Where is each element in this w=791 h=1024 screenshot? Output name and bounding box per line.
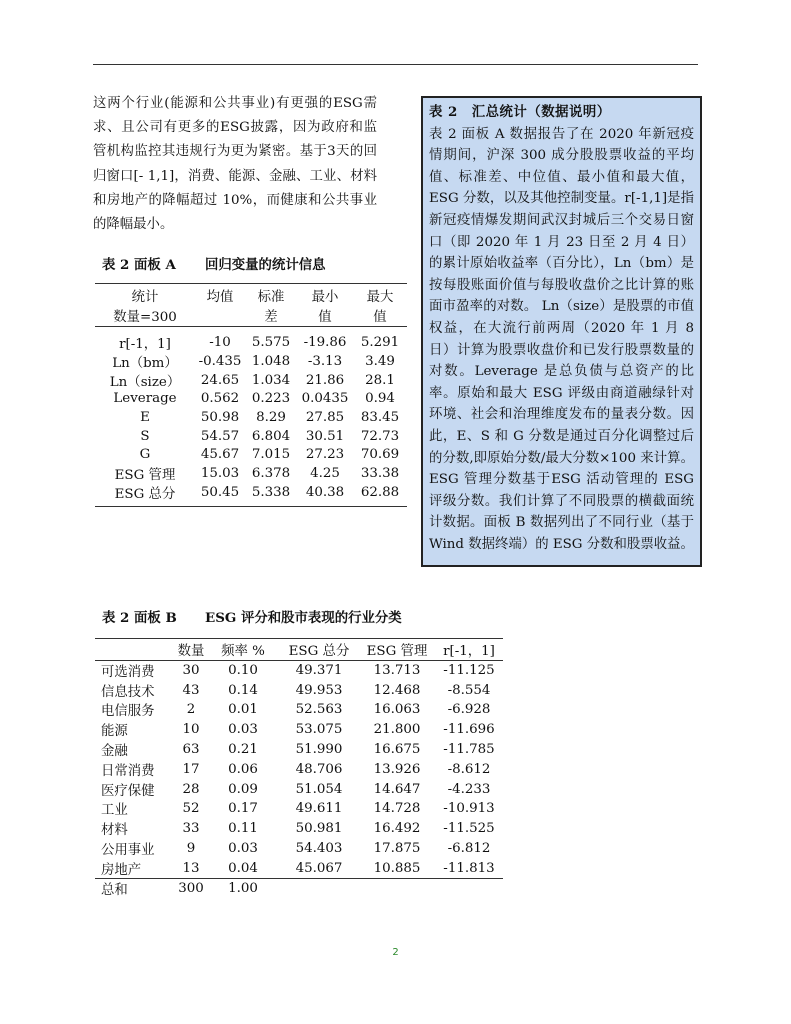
panel-a-header-row <box>95 284 407 306</box>
panel-a-row <box>95 352 407 371</box>
panel-b-cell: 12.468 <box>373 682 421 698</box>
panel-a-row-label: Ln（size） <box>109 374 181 390</box>
panel-a-cell: 50.45 <box>195 483 245 507</box>
panel-b-cell: 50.981 <box>295 821 343 837</box>
panel-b-header-cell: 频率 % <box>207 639 279 661</box>
panel-b-industry-name: 房地产 <box>95 858 175 878</box>
panel-b-table <box>95 638 503 898</box>
panel-b-cell: 0.14 <box>228 682 258 698</box>
box-body: 表 2 面板 A 数据报告了在 2020 年新冠疫情期间，沪深 300 成分股股票收益的平均值、标准差、中位值、最小值和最大值，ESG 分数，以及其他控制变量。r[-1,1]是指新冠疫情爆发期间武汉封城后三个交易日窗口（即 2020 年 1 月 23 日至 2 月 4 日）的累计原始收益率（百分比），Ln（bm）是按每股账面价值与每股收盘价之比计算的账面市盈率的对数。 Ln（size）是股票的市值权益，在大流行前两周（2020 年 1 月 8 日）计算为股票收盘价和已发行股票数量的对数。Leverage 是总负债与总资产的比率。原始和最大 ESG 评级由商道融绿针对环境、社会和治理维度发布的量表分数。因此，E、S 和 G 分数是通过百分化调整过后的分数,即原始分数/最大分数×100 来计算。ESG 管理分数基于ESG 活动管理的 ESG 评级分数。我们计算了不同股票的横截面统计数据。面板 B 数据列出了不同行业（基于 Wind 数据终端）的 ESG 分数和股票收益。 <box>429 126 694 552</box>
panel-b-cell: 13.926 <box>373 761 421 777</box>
panel-b-cell: 0.03 <box>228 841 258 857</box>
panel-b-header-cell: ESG 总分 <box>279 639 359 661</box>
data-description-box <box>421 96 702 567</box>
panel-b-cell: 49.953 <box>295 682 343 698</box>
panel-b-industry-name: 可选消费 <box>101 665 155 681</box>
panel-b-cell: 17.875 <box>373 841 421 857</box>
intro-paragraph: 这两个行业(能源和公共事业)有更强的ESG需求、且公司有更多的ESG披露，因为政府和监管机构监控其违规行为更为紧密。基于3天的回归窗口[- 1,1]，消费、能源、金融、工业、材料和房地产的降幅超过 10%，而健康和公共事业的降幅最小。 <box>93 96 377 233</box>
panel-b-cell: 45.067 <box>279 858 359 878</box>
panel-b-cell: 51.990 <box>295 742 343 758</box>
panel-a-cell: 72.73 <box>360 428 400 444</box>
panel-a-cell: 6.378 <box>251 466 291 482</box>
panel-a-row <box>95 371 407 390</box>
panel-a-cell: 21.86 <box>305 372 345 388</box>
panel-a-header-cell: 最大 <box>353 284 407 306</box>
panel-a-header-cell: 值 <box>297 305 353 326</box>
panel-b-industry-name: 公用事业 <box>101 843 155 859</box>
panel-a-row-label: S <box>140 428 150 444</box>
panel-a-cell: 27.23 <box>305 447 345 463</box>
panel-a-cell: 24.65 <box>200 372 240 388</box>
panel-a-cell: 0.223 <box>251 391 291 407</box>
panel-b-total-cell: 300 <box>175 878 207 898</box>
panel-b-header-row <box>95 639 503 661</box>
panel-b-total-cell: 1.00 <box>207 878 279 898</box>
panel-a-header-cell: 标准 <box>245 284 297 306</box>
panel-a-cell: 0.94 <box>365 391 395 407</box>
panel-b-industry-name: 日常消费 <box>101 763 155 779</box>
panel-b-cell: 0.06 <box>228 761 258 777</box>
panel-b-cell: 2 <box>186 702 196 718</box>
panel-a-row-label: ESG 总分 <box>95 483 195 507</box>
panel-b-cell: 0.17 <box>228 801 258 817</box>
panel-a-row-label: ESG 管理 <box>114 468 176 484</box>
panel-a-cell: 27.85 <box>305 410 345 426</box>
panel-b-cell: 33 <box>182 821 200 837</box>
panel-b-cell: 53.075 <box>295 722 343 738</box>
panel-a-cell: 5.575 <box>251 334 291 350</box>
panel-b-row <box>95 700 503 720</box>
panel-a-cell: 70.69 <box>360 447 400 463</box>
panel-b-cell: -11.525 <box>443 821 495 837</box>
panel-b-empty-cell <box>359 878 435 898</box>
panel-b-row <box>95 680 503 700</box>
panel-a-row <box>95 390 407 409</box>
panel-a-cell: 45.67 <box>200 447 240 463</box>
panel-a-cell: -19.86 <box>303 334 347 350</box>
panel-b-cell: -11.813 <box>435 858 503 878</box>
panel-a-cell: 3.49 <box>365 353 395 369</box>
panel-a-title: 回归变量的统计信息 <box>205 257 326 273</box>
panel-b-row <box>95 740 503 760</box>
panel-b-total-label: 总和 <box>95 878 175 898</box>
panel-a-cell: 28.1 <box>365 372 395 388</box>
panel-b-cell: 52 <box>182 801 200 817</box>
panel-b-cell: 10 <box>182 722 200 738</box>
panel-b-cell: -10.913 <box>443 801 495 817</box>
panel-b-cell: 54.403 <box>295 841 343 857</box>
header-rule <box>93 64 698 65</box>
panel-a-cell: 30.51 <box>305 428 345 444</box>
panel-a-row-label: r[-1，1] <box>119 336 171 352</box>
panel-a-row <box>95 326 407 352</box>
panel-b-row <box>95 799 503 819</box>
panel-b-cell: -4.233 <box>447 781 491 797</box>
panel-b-row <box>95 661 503 681</box>
panel-b-cell: 0.04 <box>207 858 279 878</box>
panel-b-cell: 0.03 <box>228 722 258 738</box>
panel-a-cell: 62.88 <box>353 483 407 507</box>
panel-a-cell: 0.562 <box>200 391 240 407</box>
panel-a-cell: 54.57 <box>200 428 240 444</box>
panel-b-cell: 49.611 <box>295 801 343 817</box>
panel-b-cell: 16.492 <box>373 821 421 837</box>
panel-b-cell: 52.563 <box>295 702 343 718</box>
panel-b-cell: 21.800 <box>373 722 421 738</box>
panel-b-industry-name: 能源 <box>101 724 128 740</box>
panel-b-cell: 9 <box>186 841 196 857</box>
panel-b-industry-name: 材料 <box>101 823 128 839</box>
panel-b-cell: 13 <box>175 858 207 878</box>
panel-b-title: ESG 评分和股市表现的行业分类 <box>205 610 402 626</box>
panel-b-cell: -11.696 <box>443 722 495 738</box>
panel-b-row <box>95 819 503 839</box>
panel-b-cell: 0.10 <box>228 663 258 679</box>
panel-a-header-row <box>95 305 407 326</box>
panel-a-row-label: Leverage <box>113 391 177 407</box>
panel-a-cell: 40.38 <box>297 483 353 507</box>
panel-b-cell: 0.09 <box>228 781 258 797</box>
panel-b-cell: -11.125 <box>443 663 495 679</box>
panel-a-cell: 15.03 <box>200 466 240 482</box>
panel-b-cell: -8.554 <box>447 682 491 698</box>
panel-a-row <box>95 446 407 465</box>
panel-b-cell: 13.713 <box>373 663 421 679</box>
panel-a-header-cell: 值 <box>353 305 407 326</box>
panel-b-industry-name: 医疗保健 <box>101 783 155 799</box>
panel-a-header-cell <box>195 305 245 326</box>
panel-b-total-row <box>95 878 503 898</box>
panel-b-cell: 28 <box>182 781 200 797</box>
box-title: 表 2 汇总统计（数据说明） <box>429 104 611 120</box>
panel-b-cell: -6.812 <box>447 841 491 857</box>
panel-a-row <box>95 427 407 446</box>
panel-b-row <box>95 720 503 740</box>
panel-b-row <box>95 779 503 799</box>
panel-b-row <box>95 858 503 878</box>
panel-a-cell: 5.338 <box>245 483 297 507</box>
panel-a-cell: -0.435 <box>198 353 242 369</box>
panel-b-cell: 51.054 <box>295 781 343 797</box>
panel-b-header-cell: 数量 <box>175 639 207 661</box>
panel-a-cell: -3.13 <box>307 353 343 369</box>
panel-b-row <box>95 839 503 859</box>
panel-b-header-cell <box>95 639 175 661</box>
panel-b-header-cell: r[-1，1] <box>435 639 503 661</box>
panel-b-cell: 43 <box>182 682 200 698</box>
panel-b-cell: 48.706 <box>295 761 343 777</box>
page-number: 2 <box>392 947 399 958</box>
panel-b-cell: 17 <box>182 761 200 777</box>
panel-b-cell: -11.785 <box>443 742 495 758</box>
panel-a-row <box>95 464 407 483</box>
panel-a-tag: 表 2 面板 A <box>102 257 176 273</box>
panel-a-row-label: Ln（bm） <box>112 355 178 371</box>
panel-b-industry-name: 工业 <box>101 803 128 819</box>
panel-b-cell: 0.01 <box>228 702 258 718</box>
panel-b-cell: 30 <box>182 663 200 679</box>
panel-a-caption <box>102 254 326 273</box>
panel-b-cell: 16.675 <box>373 742 421 758</box>
panel-b-caption <box>102 607 402 626</box>
panel-a-cell: 33.38 <box>360 466 400 482</box>
panel-a-header-cell: 数量=300 <box>95 305 195 326</box>
panel-a-row <box>95 483 407 507</box>
panel-a-table <box>95 283 407 507</box>
panel-b-cell: 0.21 <box>228 742 258 758</box>
panel-b-cell: -6.928 <box>447 702 491 718</box>
panel-a-header-cell: 最小 <box>297 284 353 306</box>
panel-a-cell: 1.034 <box>251 372 291 388</box>
panel-b-empty-cell <box>279 878 359 898</box>
panel-b-empty-cell <box>435 878 503 898</box>
panel-b-header-cell: ESG 管理 <box>359 639 435 661</box>
panel-a-cell: 4.25 <box>310 466 340 482</box>
panel-b-cell: 63 <box>182 742 200 758</box>
panel-b-cell: 49.371 <box>295 663 343 679</box>
panel-b-cell: -8.612 <box>447 761 491 777</box>
panel-b-cell: 16.063 <box>373 702 421 718</box>
panel-a-cell: 8.29 <box>256 410 286 426</box>
panel-a-cell: 6.804 <box>251 428 291 444</box>
panel-b-cell: 0.11 <box>228 821 258 837</box>
panel-a-cell: 1.048 <box>251 353 291 369</box>
panel-a-row-label: E <box>140 410 150 426</box>
panel-a-row-label: G <box>139 447 151 463</box>
panel-a-header-cell: 统计 <box>95 284 195 306</box>
panel-a-header-cell: 均值 <box>195 284 245 306</box>
panel-b-row <box>95 759 503 779</box>
panel-b-industry-name: 信息技术 <box>101 684 155 700</box>
panel-b-tag: 表 2 面板 B <box>102 610 177 626</box>
panel-b-cell: 14.728 <box>373 801 421 817</box>
panel-a-row <box>95 408 407 427</box>
panel-a-cell: 5.291 <box>360 334 400 350</box>
panel-a-cell: 50.98 <box>200 410 240 426</box>
panel-a-cell: -10 <box>209 334 231 350</box>
panel-b-industry-name: 电信服务 <box>101 704 155 720</box>
panel-a-cell: 7.015 <box>251 447 291 463</box>
panel-a-cell: 0.0435 <box>301 391 349 407</box>
panel-b-cell: 14.647 <box>373 781 421 797</box>
panel-a-cell: 83.45 <box>360 410 400 426</box>
panel-a-header-cell: 差 <box>245 305 297 326</box>
panel-b-industry-name: 金融 <box>101 744 128 760</box>
panel-b-cell: 10.885 <box>359 858 435 878</box>
